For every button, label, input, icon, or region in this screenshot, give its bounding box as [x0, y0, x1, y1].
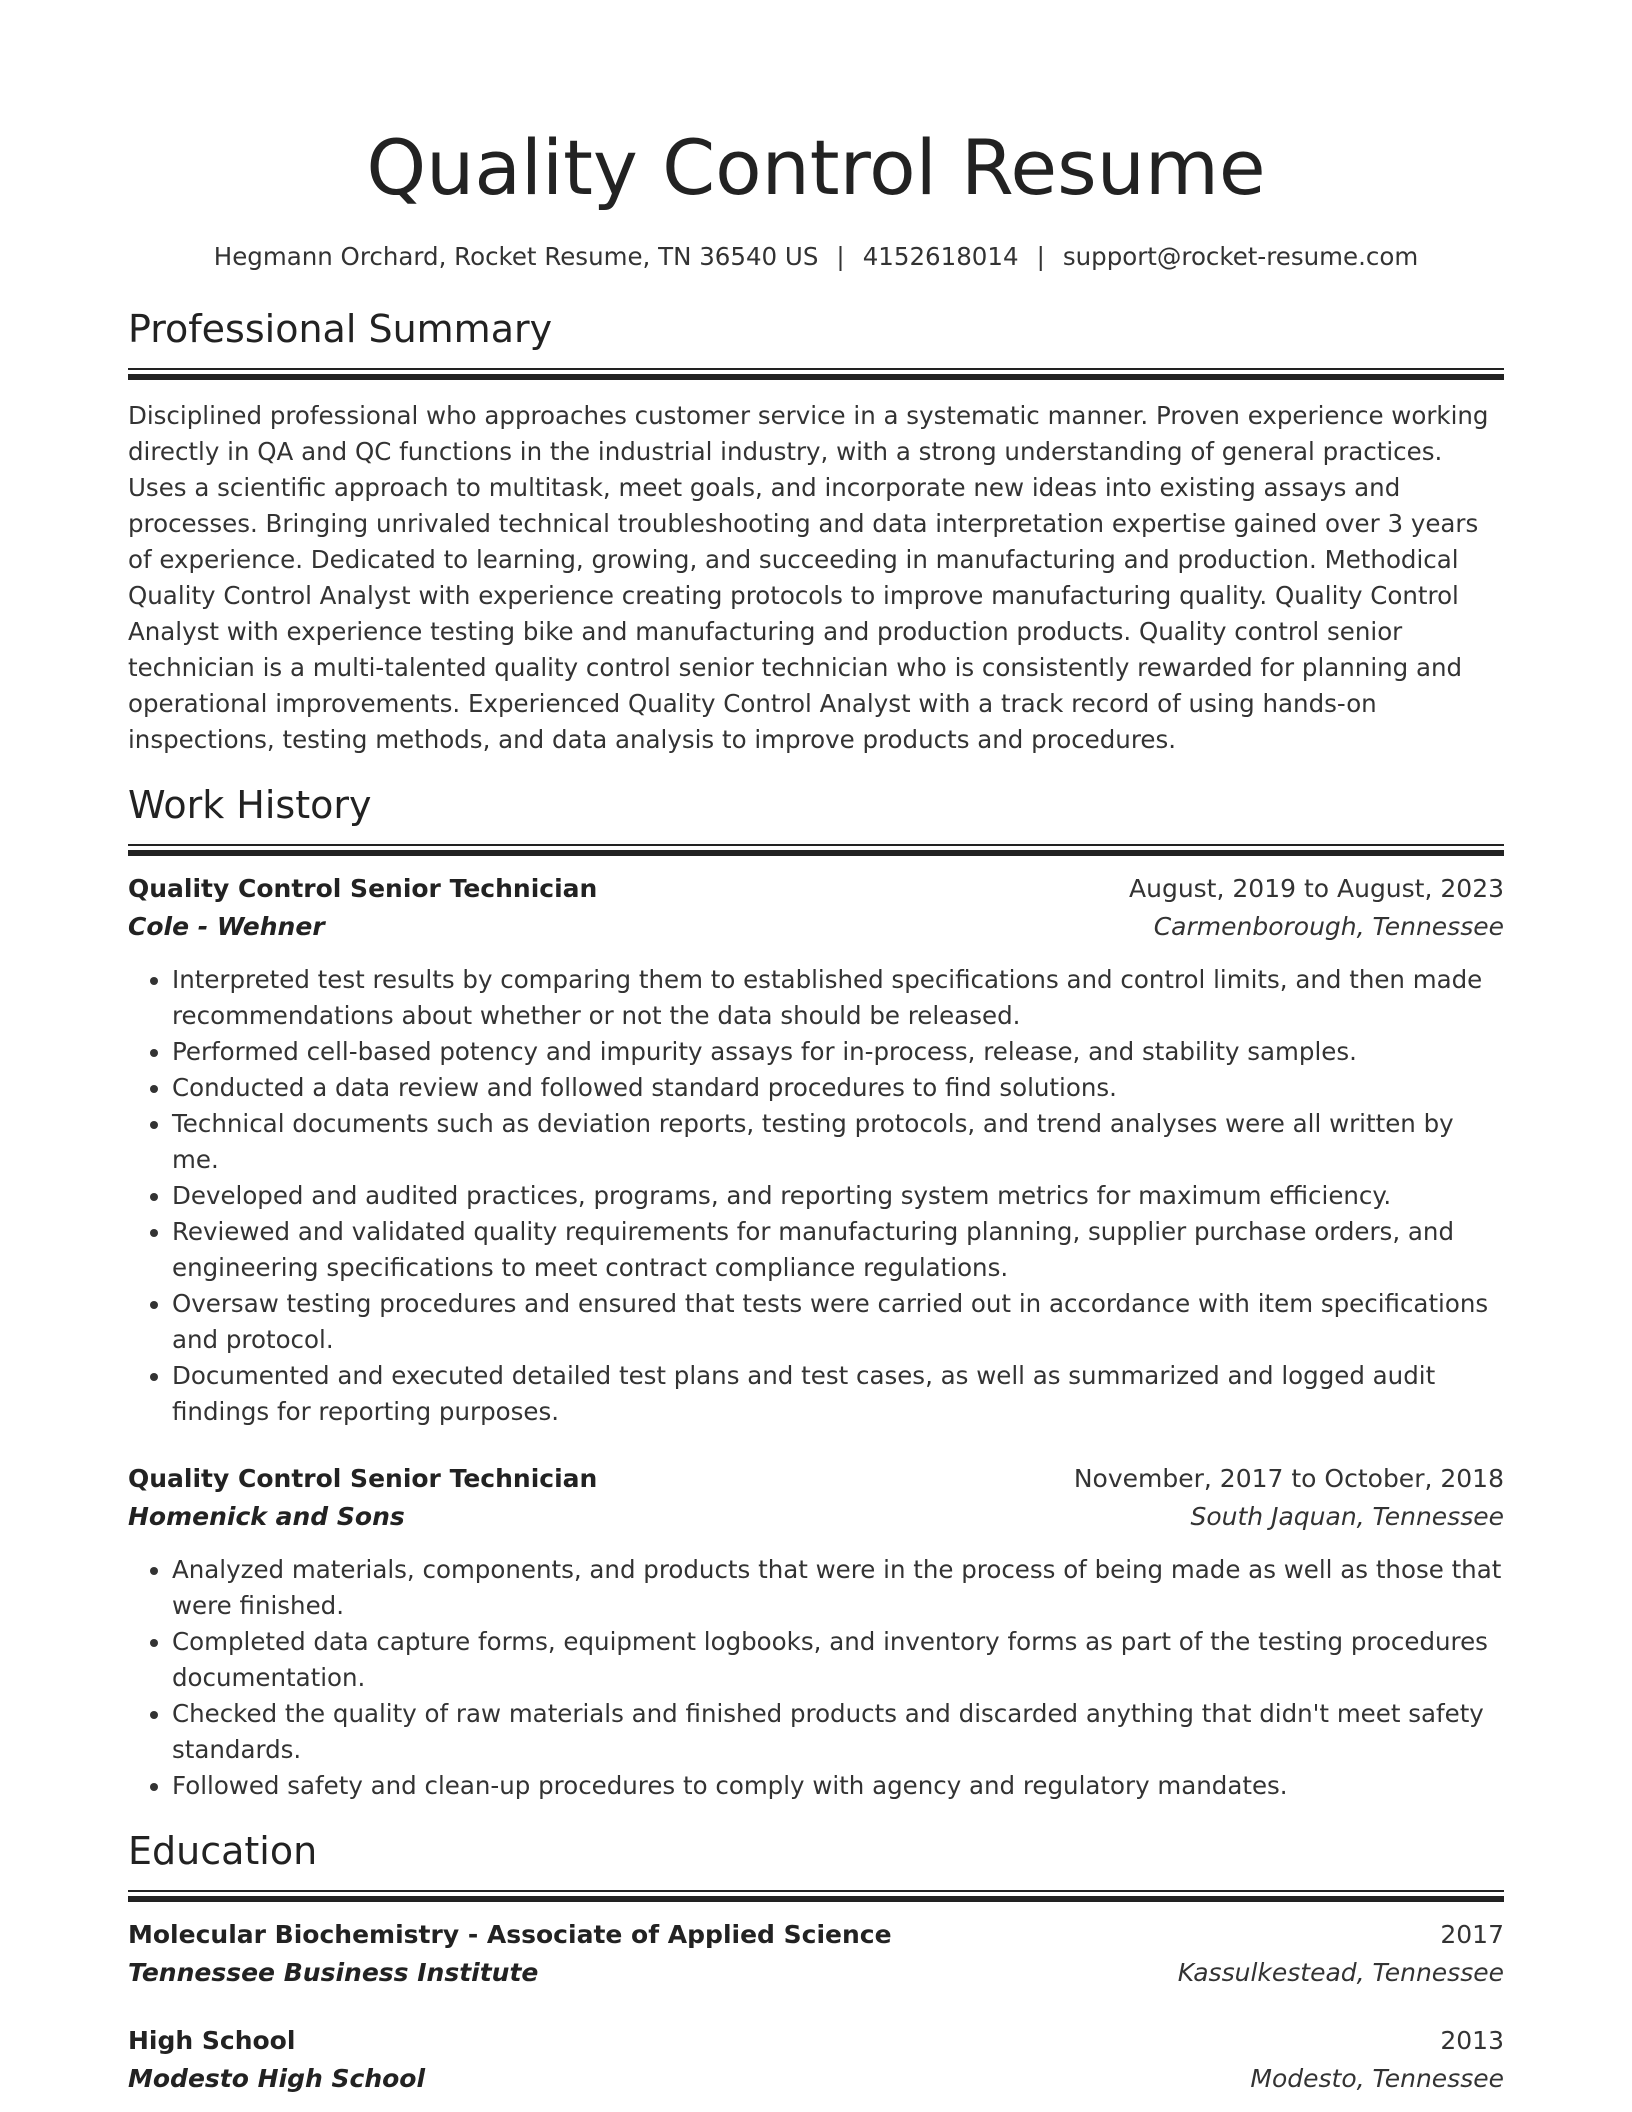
- work-history-section: [128, 780, 1504, 1804]
- list-item: • Conducted a data review and followed standard procedures to find solutions.: [172, 1070, 1504, 1106]
- contact-line: [128, 240, 1504, 274]
- education-school: Modesto High School: [128, 2064, 426, 2093]
- education-section: [128, 1826, 1504, 2098]
- list-item: • Technical documents such as deviation reports, testing protocols, and trend analyses were all written by me.: [172, 1106, 1504, 1178]
- contact-separator: |: [1036, 242, 1045, 271]
- education-year: 2013: [1440, 2026, 1504, 2055]
- list-item: • Interpreted test results by comparing them to established specifications and control limits, and then made recommendations about whether or not the data should be released.: [172, 962, 1504, 1034]
- contact-phone: 4152618014: [862, 242, 1019, 271]
- job-entry: [128, 870, 1504, 1430]
- education-location: Modesto, Tennessee: [1250, 2064, 1504, 2093]
- resume-title: Quality Control Resume: [366, 123, 1266, 212]
- list-item: • Reviewed and validated quality requirements for manufacturing planning, supplier purchase orders, and engineering specifications to meet contract compliance regulations.: [172, 1214, 1504, 1286]
- section-divider: [128, 1890, 1504, 1902]
- job-title: Quality Control Senior Technician: [128, 1464, 598, 1493]
- list-item: • Documented and executed detailed test plans and test cases, as well as summarized and logged audit findings for reporting purposes.: [172, 1358, 1504, 1430]
- list-item: • Analyzed materials, components, and products that were in the process of being made as well as those that were finished.: [172, 1552, 1504, 1624]
- section-divider: [128, 844, 1504, 856]
- job-dates: November, 2017 to October, 2018: [1073, 1464, 1504, 1493]
- contact-email[interactable]: support@rocket-resume.com: [1062, 242, 1419, 271]
- job-bullets: [128, 962, 1504, 1430]
- section-divider: [128, 368, 1504, 380]
- education-degree: Molecular Biochemistry - Associate of Applied Science: [128, 1920, 892, 1949]
- job-title: Quality Control Senior Technician: [128, 874, 598, 903]
- list-item: • Performed cell-based potency and impurity assays for in-process, release, and stability samples.: [172, 1034, 1504, 1070]
- list-item: • Developed and audited practices, programs, and reporting system metrics for maximum efficiency.: [172, 1178, 1504, 1214]
- list-item: • Checked the quality of raw materials and finished products and discarded anything that didn't meet safety standards.: [172, 1696, 1504, 1768]
- job-company: Cole - Wehner: [128, 912, 325, 941]
- section-heading-summary: Professional Summary: [128, 307, 553, 351]
- job-entry: [128, 1460, 1504, 1804]
- job-company: Homenick and Sons: [128, 1502, 405, 1531]
- education-degree: High School: [128, 2026, 296, 2055]
- contact-address: Hegmann Orchard, Rocket Resume, TN 36540 US: [213, 242, 819, 271]
- education-entry: [128, 1916, 1504, 1992]
- list-item: • Followed safety and clean-up procedures to comply with agency and regulatory mandates.: [172, 1768, 1504, 1804]
- contact-separator: |: [836, 242, 845, 271]
- education-year: 2017: [1440, 1920, 1504, 1949]
- education-school: Tennessee Business Institute: [128, 1958, 539, 1987]
- summary-text: Disciplined professional who approaches customer service in a systematic manner. Proven experience working directly in QA and QC functions in the industrial industry, with a strong understanding of general practices. Uses a scientific approach to multitask, meet goals, and incorporate new ideas into existing assays and processes. Bringing unrivaled technical troubleshooting and data interpretation expertise gained over 3 years of experience. Dedicated to learning, growing, and succeeding in manufacturing and production. Methodical Quality Control Analyst with experience creating protocols to improve manufacturing quality. Quality Control Analyst with experience testing bike and manufacturing and production products. Quality control senior technician is a multi-talented quality control senior technician who is consistently rewarded for planning and operational improvements. Experienced Quality Control Analyst with a track record of using hands-on inspections, testing methods, and data analysis to improve products and procedures.: [128, 401, 1489, 754]
- list-item: • Oversaw testing procedures and ensured that tests were carried out in accordance with item specifications and protocol.: [172, 1286, 1504, 1358]
- summary-section: [128, 304, 1504, 758]
- job-bullets: [128, 1552, 1504, 1804]
- job-dates: August, 2019 to August, 2023: [1129, 874, 1504, 903]
- section-heading-work: Work History: [128, 783, 372, 827]
- job-location: Carmenborough, Tennessee: [1153, 912, 1504, 941]
- list-item: • Completed data capture forms, equipment logbooks, and inventory forms as part of the testing procedures documentation.: [172, 1624, 1504, 1696]
- education-location: Kassulkestead, Tennessee: [1177, 1958, 1504, 1987]
- education-entry: [128, 2022, 1504, 2098]
- section-heading-education: Education: [128, 1829, 318, 1873]
- job-location: South Jaquan, Tennessee: [1190, 1502, 1504, 1531]
